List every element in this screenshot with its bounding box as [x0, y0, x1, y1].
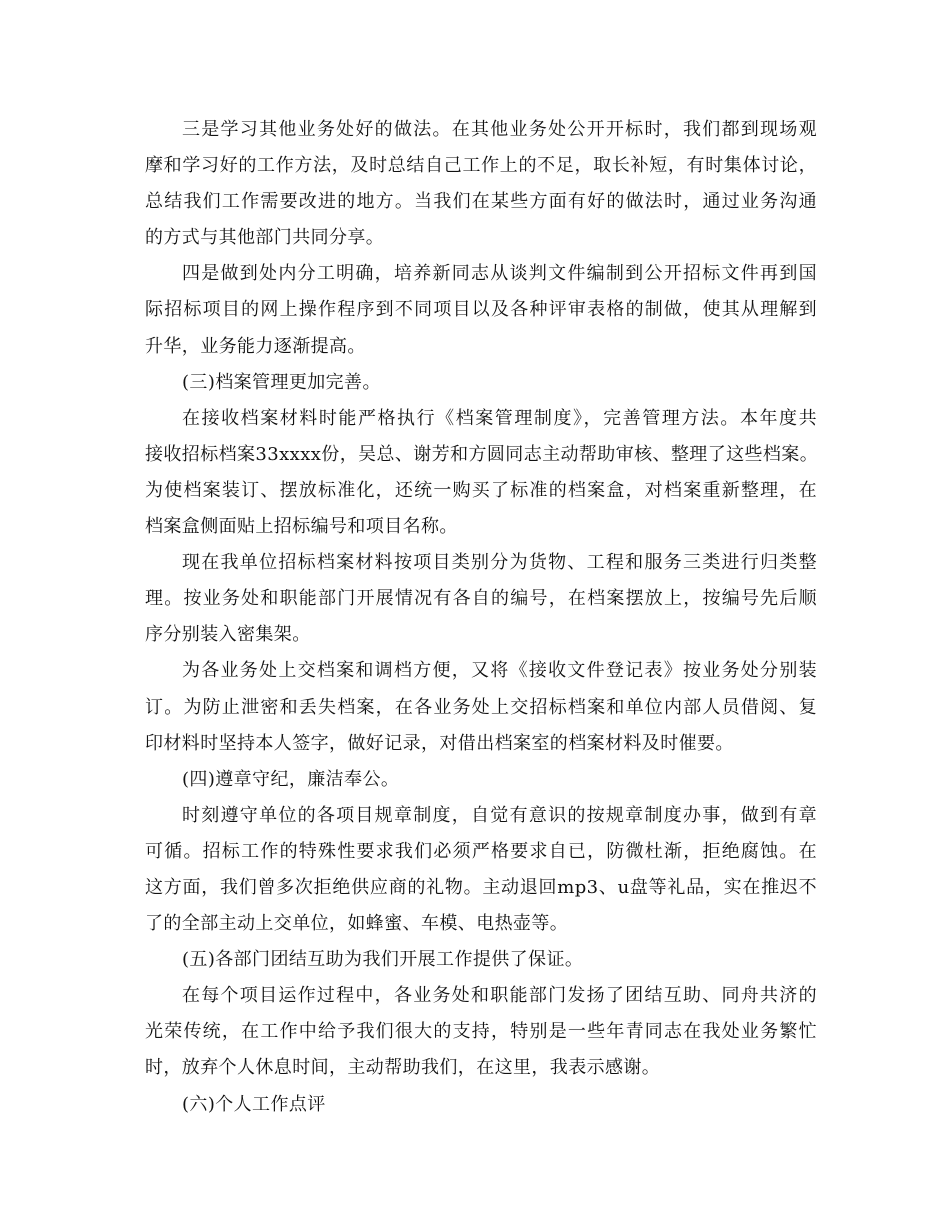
text-line: 升华，业务能力逐渐提高。 [145, 335, 366, 357]
text-line: 摩和学习好的工作方法，及时总结自己工作上的不足，取长补短，有时集体讨论， [145, 155, 817, 177]
text-line: 现在我单位招标档案材料按项目类别分为货物、工程和服务三类进行归类整 [182, 552, 817, 574]
section-heading [145, 942, 817, 978]
paragraph [145, 978, 817, 1086]
text-line: 了的全部主动上交单位，如蜂蜜、车模、电热壶等。 [145, 913, 569, 935]
text-line: 接收招标档案33xxxx份，吴总、谢芳和方圆同志主动帮助审核、整理了这些档案。 [145, 443, 819, 465]
document-body [145, 112, 817, 1123]
text-line: 印材料时坚持本人签字，做好记录，对借出档案室的档案材料及时催要。 [145, 732, 734, 754]
paragraph [145, 545, 817, 653]
text-line: 为使档案装订、摆放标准化，还统一购买了标准的档案盒，对档案重新整理，在 [145, 479, 817, 501]
text-line: 际招标项目的网上操作程序到不同项目以及各种评审表格的制做，使其从理解到 [145, 299, 817, 321]
paragraph [145, 256, 817, 364]
text-line: 可循。招标工作的特殊性要求我们必须严格要求自已，防微杜渐，拒绝腐蚀。在 [145, 840, 817, 862]
text-line: 四是做到处内分工明确，培养新同志从谈判文件编制到公开招标文件再到国 [182, 263, 817, 285]
text-line: 时，放弃个人休息时间，主动帮助我们，在这里，我表示感谢。 [145, 1057, 661, 1079]
section-heading [145, 1087, 817, 1123]
text-line: 时刻遵守单位的各项目规章制度，自觉有意识的按规章制度办事，做到有章 [182, 804, 817, 826]
paragraph [145, 401, 817, 545]
text-line: 三是学习其他业务处好的做法。在其他业务处公开开标时，我们都到现场观 [182, 119, 817, 140]
paragraph [145, 798, 817, 942]
text-line: (四)遵章守纪，廉洁奉公。 [182, 768, 400, 790]
text-line: 订。为防止泄密和丢失档案，在各业务处上交招标档案和单位内部人员借阅、复 [145, 696, 817, 718]
section-heading [145, 365, 817, 401]
text-line: 这方面，我们曾多次拒绝供应商的礼物。主动退回mp3、u盘等礼品，实在推迟不 [145, 876, 817, 898]
text-line: 档案盒侧面贴上招标编号和项目名称。 [145, 516, 458, 538]
text-line: 总结我们工作需要改进的地方。当我们在某些方面有好的做法时，通过业务沟通 [145, 191, 817, 213]
text-line: 为各业务处上交档案和调档方便，又将《接收文件登记表》按业务处分别装 [182, 660, 817, 682]
text-line: 序分别装入密集架。 [145, 624, 311, 646]
text-line: (五)各部门团结互助为我们开展工作提供了保证。 [182, 949, 584, 971]
paragraph [145, 653, 817, 761]
text-line: 在接收档案材料时能严格执行《档案管理制度》，完善管理方法。本年度共 [182, 407, 817, 429]
paragraph [145, 112, 817, 256]
text-line: 在每个项目运作过程中，各业务处和职能部门发扬了团结互助、同舟共济的 [182, 985, 817, 1007]
text-line: 的方式与其他部门共同分享。 [145, 227, 385, 249]
text-line: 光荣传统，在工作中给予我们很大的支持，特别是一些年青同志在我处业务繁忙 [145, 1021, 817, 1043]
text-line: (三)档案管理更加完善。 [182, 371, 381, 393]
section-heading [145, 762, 817, 798]
text-line: 理。按业务处和职能部门开展情况有各自的编号，在档案摆放上，按编号先后顺 [145, 588, 817, 610]
text-line: (六)个人工作点评 [182, 1093, 326, 1115]
